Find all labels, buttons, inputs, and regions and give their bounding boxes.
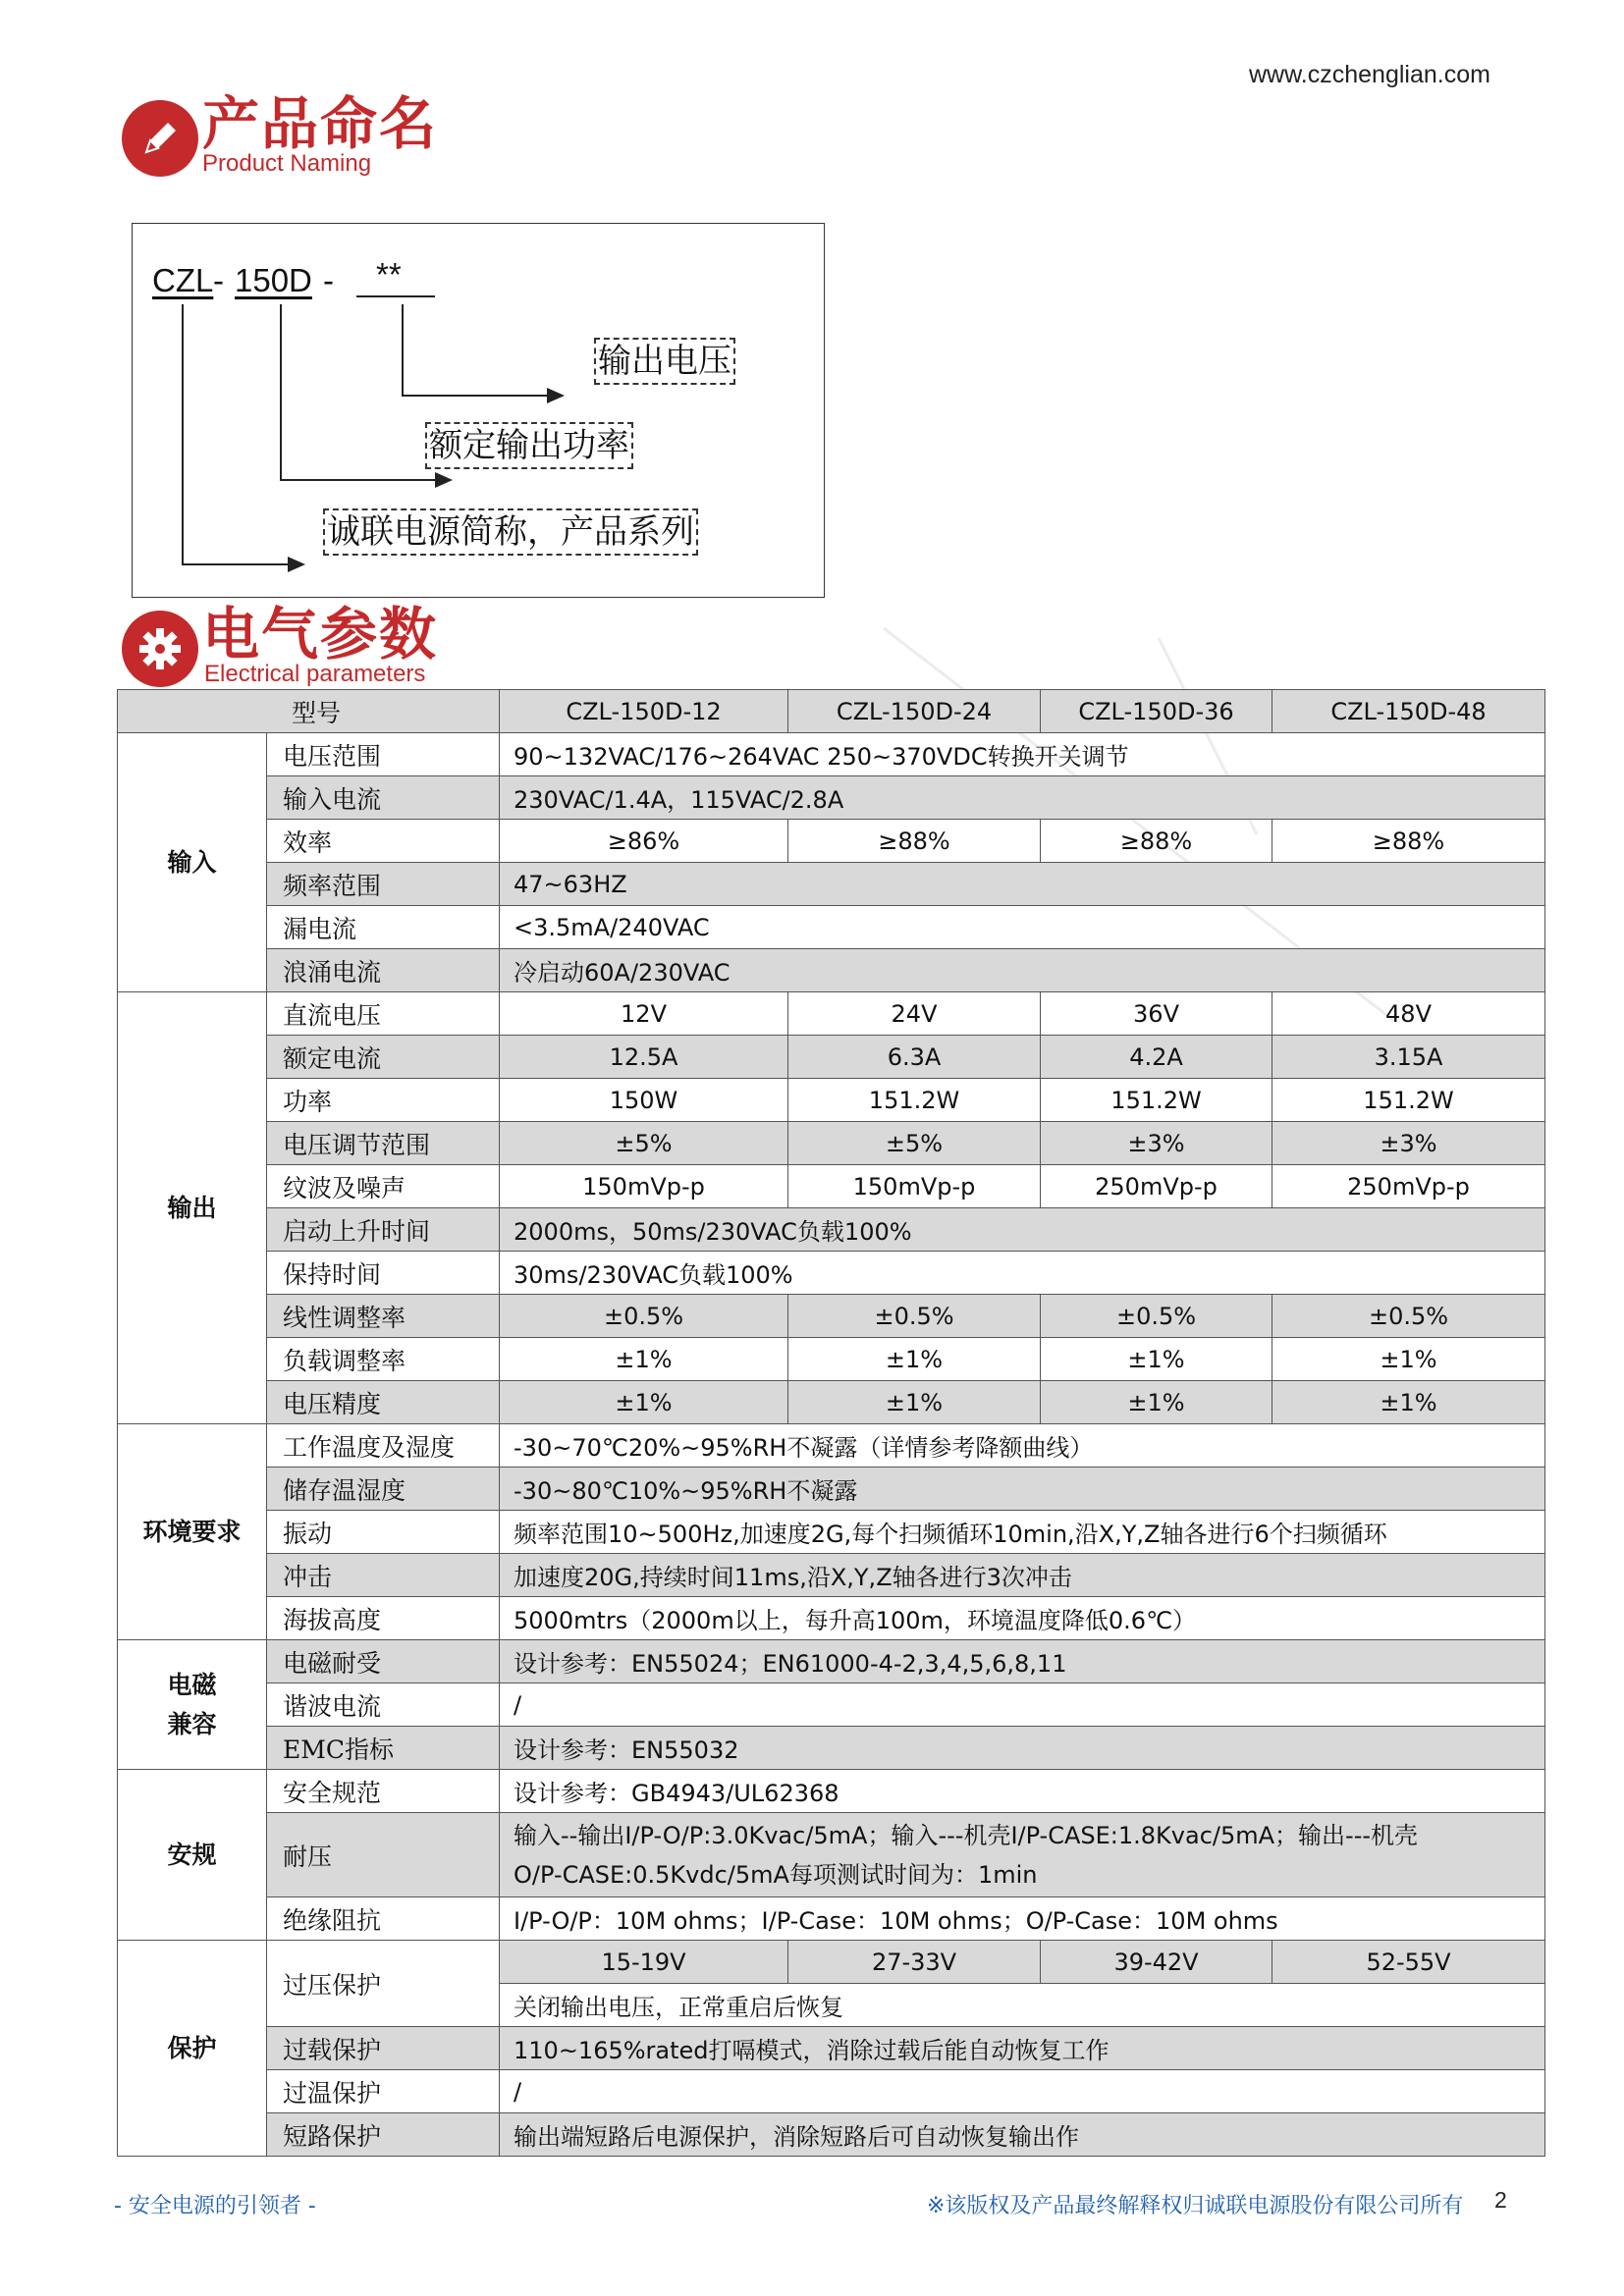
param-value: 230VAC/1.4A，115VAC/2.8A — [500, 776, 1545, 820]
naming-underline — [356, 295, 435, 297]
footer-slogan: - 安全电源的引领者 - — [114, 2194, 316, 2218]
withstand-line1: 输入--输出I/P-O/P:3.0Kvac/5mA；输入---机壳I/P-CASE:1.8Kvac/5mA；输出---机壳 — [514, 1821, 1419, 1849]
arrow-right-icon — [288, 557, 305, 572]
group-protection: 保护 — [118, 1941, 267, 2157]
param-value: 39-42V — [1041, 1941, 1272, 1984]
param-value: ±1% — [1041, 1338, 1272, 1381]
table-row — [118, 776, 1545, 820]
group-input: 输入 — [118, 733, 267, 992]
param-label: 过温保护 — [267, 2070, 500, 2113]
section-title-naming: 产品命名 — [202, 90, 439, 157]
param-value: 250mVp-p — [1041, 1165, 1272, 1208]
header-model: CZL-150D-48 — [1272, 690, 1545, 733]
param-label: 电压精度 — [267, 1381, 500, 1424]
table-row — [118, 949, 1545, 992]
param-value: 3.15A — [1272, 1036, 1545, 1079]
param-value: 150W — [500, 1079, 788, 1122]
page-number: 2 — [1494, 2187, 1507, 2213]
param-value: 6.3A — [788, 1036, 1041, 1079]
param-value: ±0.5% — [788, 1295, 1041, 1338]
table-row — [118, 1941, 1545, 1984]
param-label: 过压保护 — [267, 1941, 500, 2027]
param-value: 150mVp-p — [788, 1165, 1041, 1208]
table-row — [118, 1813, 1545, 1897]
param-value: 4.2A — [1041, 1036, 1272, 1079]
website-url[interactable]: www.czchenglian.com — [1249, 61, 1490, 88]
section-subtitle-electrical: Electrical parameters — [204, 661, 426, 687]
param-value: ≥88% — [788, 820, 1041, 863]
naming-part-power: 150D — [235, 262, 312, 298]
arrow-right-icon — [435, 472, 453, 488]
section-title-electrical: 电气参数 — [202, 601, 439, 667]
param-value: 90~132VAC/176~264VAC 250~370VDC转换开关调节 — [500, 733, 1545, 776]
param-value: ±0.5% — [1041, 1295, 1272, 1338]
table-row — [118, 1554, 1545, 1597]
header-model: CZL-150D-36 — [1041, 690, 1272, 733]
table-row — [118, 820, 1545, 863]
table-row — [118, 1122, 1545, 1165]
param-label: EMC指标 — [267, 1727, 500, 1770]
param-value: ±1% — [788, 1381, 1041, 1424]
table-row — [118, 1381, 1545, 1424]
param-value: 151.2W — [1041, 1079, 1272, 1122]
param-value: ≥88% — [1272, 820, 1545, 863]
param-value: 冷启动60A/230VAC — [500, 949, 1545, 992]
param-value: 设计参考：EN55024；EN61000-4-2,3,4,5,6,8,11 — [500, 1640, 1545, 1683]
table-row — [118, 1468, 1545, 1511]
param-value — [500, 1813, 1545, 1897]
param-label: 输入电流 — [267, 776, 500, 820]
param-value: ±3% — [1272, 1122, 1545, 1165]
table-row — [118, 1338, 1545, 1381]
param-value: -30~80℃10%~95%RH不凝露 — [500, 1468, 1545, 1511]
param-value: 110~165%rated打嗝模式，消除过载后能自动恢复工作 — [500, 2027, 1545, 2070]
pencil-icon — [122, 100, 198, 177]
param-value: 设计参考：GB4943/UL62368 — [500, 1770, 1545, 1813]
param-label: 电压调节范围 — [267, 1122, 500, 1165]
param-value: 5000mtrs（2000m以上，每升高100m，环境温度降低0.6℃） — [500, 1597, 1545, 1640]
param-value: ±1% — [1041, 1381, 1272, 1424]
param-value: / — [500, 1683, 1545, 1727]
param-label: 电磁耐受 — [267, 1640, 500, 1683]
table-header-row — [118, 690, 1545, 733]
table-row — [118, 733, 1545, 776]
group-emc-line2: 兼容 — [167, 1709, 217, 1738]
table-row — [118, 1511, 1545, 1554]
section-subtitle-naming: Product Naming — [202, 150, 372, 177]
param-label: 直流电压 — [267, 992, 500, 1036]
param-value: ±1% — [1272, 1381, 1545, 1424]
table-row — [118, 992, 1545, 1036]
label-series-name: 诚联电源简称，产品系列 — [323, 508, 698, 556]
param-label: 漏电流 — [267, 906, 500, 949]
param-value: 30ms/230VAC负载100% — [500, 1252, 1545, 1295]
table-row — [118, 1424, 1545, 1468]
withstand-line2: O/P-CASE:0.5Kvdc/5mA每项测试时间为：1min — [514, 1860, 1038, 1889]
param-label: 纹波及噪声 — [267, 1165, 500, 1208]
param-label: 启动上升时间 — [267, 1208, 500, 1252]
table-row — [118, 1727, 1545, 1770]
param-label: 负载调整率 — [267, 1338, 500, 1381]
param-label: 过载保护 — [267, 2027, 500, 2070]
param-value: 15-19V — [500, 1941, 788, 1984]
connector-line — [402, 395, 549, 397]
header-model-label: 型号 — [118, 690, 500, 733]
param-label: 绝缘阻抗 — [267, 1897, 500, 1941]
param-value: 加速度20G,持续时间11ms,沿X,Y,Z轴各进行3次冲击 — [500, 1554, 1545, 1597]
param-value: 150mVp-p — [500, 1165, 788, 1208]
param-value: ±0.5% — [1272, 1295, 1545, 1338]
param-value: 输出端短路后电源保护，消除短路后可自动恢复输出作 — [500, 2113, 1545, 2157]
naming-diagram — [132, 223, 825, 598]
param-value: ≥88% — [1041, 820, 1272, 863]
header-model: CZL-150D-12 — [500, 690, 788, 733]
param-label: 谐波电流 — [267, 1683, 500, 1727]
param-value: 关闭输出电压，正常重启后恢复 — [500, 1984, 1545, 2027]
param-label: 浪涌电流 — [267, 949, 500, 992]
group-emc — [118, 1640, 267, 1770]
label-rated-power: 额定输出功率 — [425, 422, 633, 469]
param-value: 频率范围10~500Hz,加速度2G,每个扫频循环10min,沿X,Y,Z轴各进行6个扫频循环 — [500, 1511, 1545, 1554]
param-value: ±1% — [1272, 1338, 1545, 1381]
connector-line — [280, 304, 282, 481]
param-label: 额定电流 — [267, 1036, 500, 1079]
param-value: 24V — [788, 992, 1041, 1036]
param-value: 12.5A — [500, 1036, 788, 1079]
param-label: 功率 — [267, 1079, 500, 1122]
table-row — [118, 1897, 1545, 1941]
table-row — [118, 1208, 1545, 1252]
group-safety: 安规 — [118, 1770, 267, 1941]
table-row — [118, 2027, 1545, 2070]
param-label: 安全规范 — [267, 1770, 500, 1813]
param-label: 储存温湿度 — [267, 1468, 500, 1511]
table-row — [118, 1683, 1545, 1727]
connector-line — [402, 304, 404, 397]
table-row — [118, 1295, 1545, 1338]
naming-part-series: CZL — [152, 262, 214, 298]
naming-sep-1: - — [213, 262, 224, 298]
param-value: ≥86% — [500, 820, 788, 863]
label-output-voltage: 输出电压 — [594, 338, 735, 385]
param-value: 250mVp-p — [1272, 1165, 1545, 1208]
naming-part-voltage: ** — [376, 256, 402, 293]
table-row — [118, 2113, 1545, 2157]
param-value: ±5% — [500, 1122, 788, 1165]
gear-icon — [122, 611, 198, 687]
table-row — [118, 1165, 1545, 1208]
footer-copyright: ※该版权及产品最终解释权归诚联电源股份有限公司所有 — [927, 2194, 1464, 2218]
connector-line — [182, 563, 290, 565]
group-environment: 环境要求 — [118, 1424, 267, 1640]
table-row — [118, 1036, 1545, 1079]
param-value: 47~63HZ — [500, 863, 1545, 906]
param-label: 保持时间 — [267, 1252, 500, 1295]
param-label: 冲击 — [267, 1554, 500, 1597]
param-value: ±0.5% — [500, 1295, 788, 1338]
param-value: 151.2W — [1272, 1079, 1545, 1122]
param-value: ±1% — [788, 1338, 1041, 1381]
table-row — [118, 2070, 1545, 2113]
connector-line — [280, 479, 437, 481]
table-row — [118, 906, 1545, 949]
param-label: 工作温度及湿度 — [267, 1424, 500, 1468]
param-value: ±5% — [788, 1122, 1041, 1165]
group-emc-line1: 电磁 — [167, 1670, 217, 1699]
param-label: 振动 — [267, 1511, 500, 1554]
param-value: 2000ms，50ms/230VAC负载100% — [500, 1208, 1545, 1252]
param-value: ±1% — [500, 1338, 788, 1381]
param-label: 电压范围 — [267, 733, 500, 776]
param-value: ±1% — [500, 1381, 788, 1424]
header-model: CZL-150D-24 — [788, 690, 1041, 733]
table-row — [118, 1597, 1545, 1640]
param-label: 效率 — [267, 820, 500, 863]
param-label: 耐压 — [267, 1813, 500, 1897]
param-value: ±3% — [1041, 1122, 1272, 1165]
param-label: 海拔高度 — [267, 1597, 500, 1640]
table-row — [118, 1640, 1545, 1683]
table-row — [118, 1770, 1545, 1813]
param-value: 48V — [1272, 992, 1545, 1036]
param-value: I/P-O/P：10M ohms；I/P-Case：10M ohms；O/P-Case：10M ohms — [500, 1897, 1545, 1941]
param-label: 频率范围 — [267, 863, 500, 906]
group-output: 输出 — [118, 992, 267, 1424]
naming-sep-2: - — [323, 262, 334, 298]
table-row — [118, 1079, 1545, 1122]
param-value: / — [500, 2070, 1545, 2113]
param-value: 12V — [500, 992, 788, 1036]
parameters-table — [117, 689, 1545, 2157]
param-value: <3.5mA/240VAC — [500, 906, 1545, 949]
param-value: 设计参考：EN55032 — [500, 1727, 1545, 1770]
connector-line — [182, 304, 184, 565]
param-value: -30~70℃20%~95%RH不凝露（详情参考降额曲线） — [500, 1424, 1545, 1468]
param-value: 27-33V — [788, 1941, 1041, 1984]
arrow-right-icon — [547, 388, 565, 403]
param-value: 151.2W — [788, 1079, 1041, 1122]
table-row — [118, 863, 1545, 906]
param-value: 52-55V — [1272, 1941, 1545, 1984]
table-row — [118, 1252, 1545, 1295]
param-label: 短路保护 — [267, 2113, 500, 2157]
param-label: 线性调整率 — [267, 1295, 500, 1338]
param-value: 36V — [1041, 992, 1272, 1036]
